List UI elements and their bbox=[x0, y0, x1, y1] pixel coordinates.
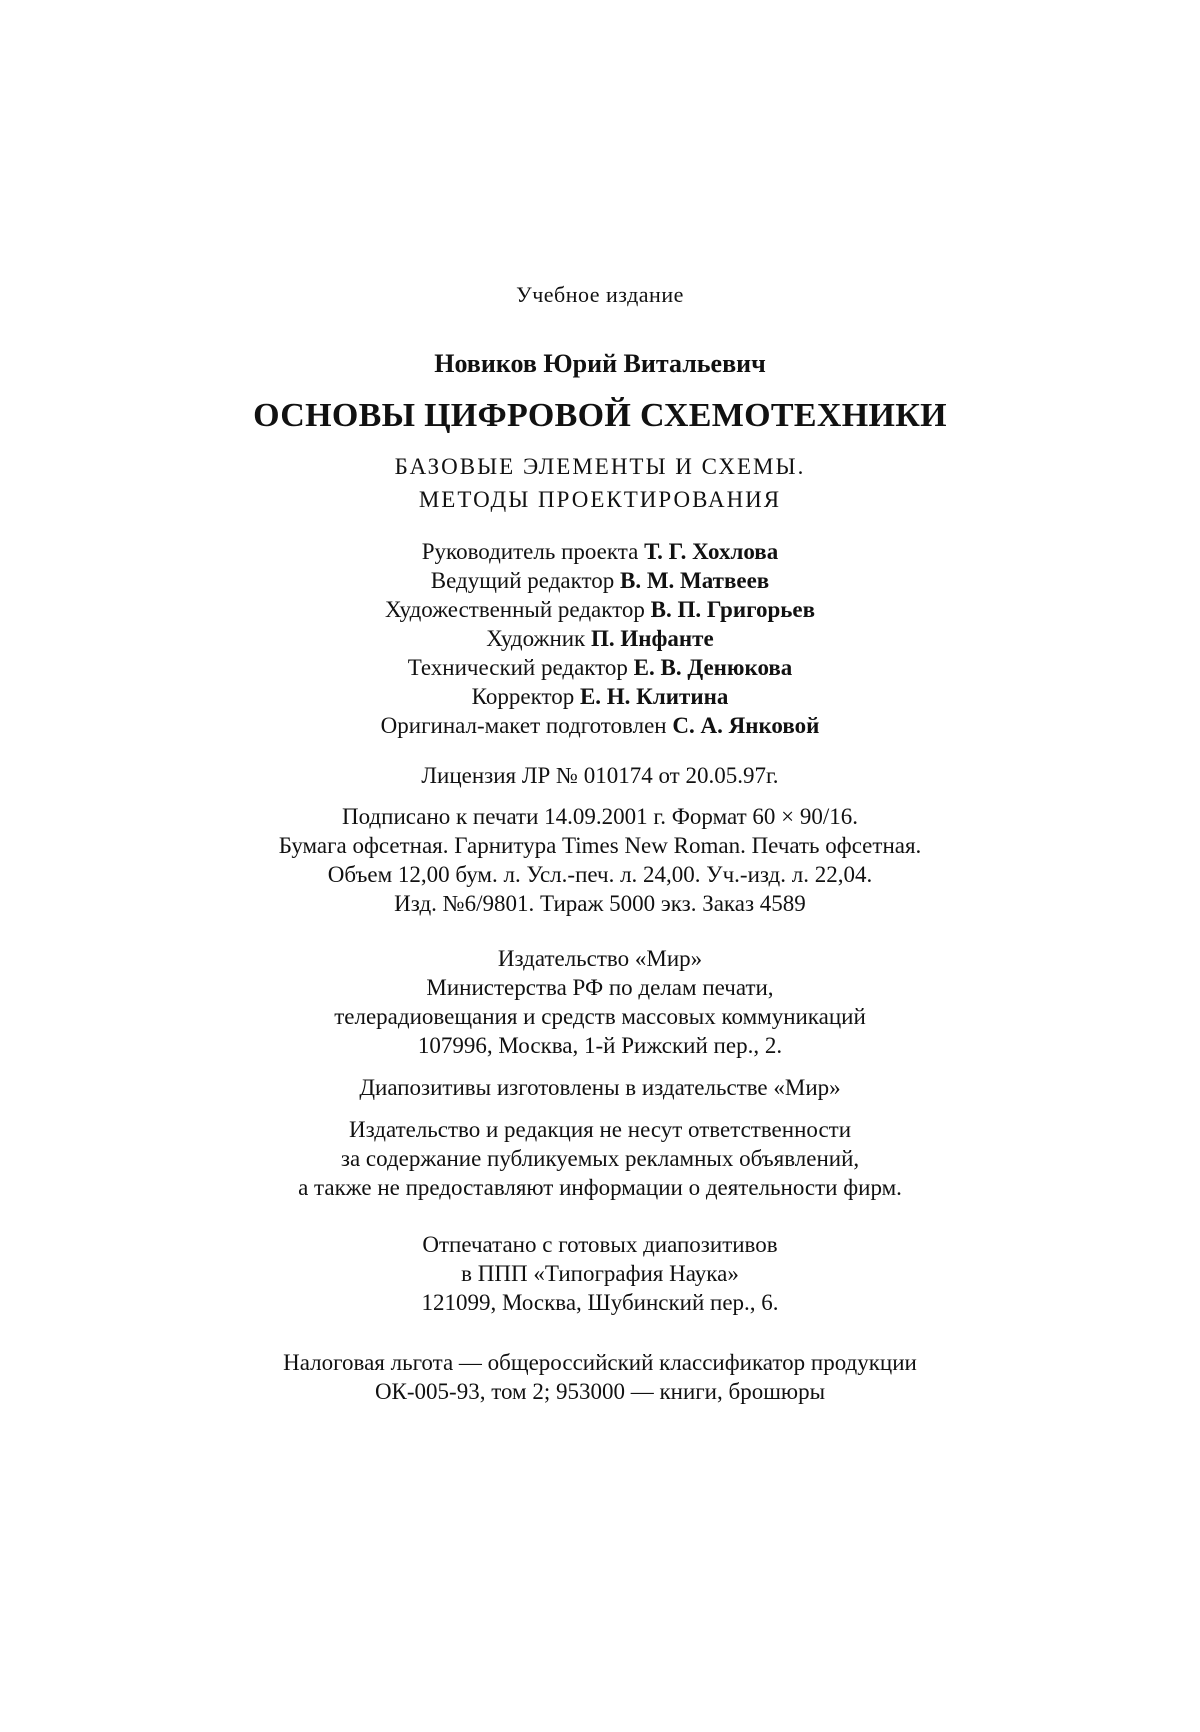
credit-name: Е. Н. Клитина bbox=[579, 684, 729, 709]
printer-info bbox=[0, 1230, 1200, 1317]
print-detail-line: Объем 12,00 бум. л. Усл.-печ. л. 24,00. Уч.-изд. л. 22,04. bbox=[327, 862, 873, 887]
credit-name: Е. В. Денюкова bbox=[633, 655, 793, 680]
printer-line: 121099, Москва, Шубинский пер., 6. bbox=[421, 1290, 779, 1315]
credit-name: В. П. Григорьев bbox=[650, 597, 816, 622]
subtitle-line: БАЗОВЫЕ ЭЛЕМЕНТЫ И СХЕМЫ. bbox=[394, 454, 806, 479]
publisher-line: 107996, Москва, 1-й Рижский пер., 2. bbox=[417, 1033, 783, 1058]
print-details bbox=[0, 802, 1200, 918]
subtitle-line: МЕТОДЫ ПРОЕКТИРОВАНИЯ bbox=[418, 487, 782, 512]
print-detail-line: Подписано к печати 14.09.2001 г. Формат 60 × 90/16. bbox=[341, 804, 859, 829]
edition-type bbox=[0, 282, 1200, 308]
book-title bbox=[0, 397, 1200, 435]
disclaimer-line: Издательство и редакция не несут ответственности bbox=[348, 1117, 852, 1142]
credit-role: Художник bbox=[486, 626, 586, 651]
print-detail-line: Бумага офсетная. Гарнитура Times New Roman. Печать офсетная. bbox=[278, 833, 922, 858]
disclaimer-line: за содержание публикуемых рекламных объявлений, bbox=[340, 1146, 860, 1171]
tax-benefit bbox=[0, 1348, 1200, 1406]
license-text: Лицензия ЛР № 010174 от 20.05.97г. bbox=[421, 763, 779, 788]
credits-list bbox=[0, 537, 1200, 740]
author-name bbox=[0, 349, 1200, 379]
book-title-text: ОСНОВЫ ЦИФРОВОЙ СХЕМОТЕХНИКИ bbox=[253, 397, 947, 434]
credit-role: Художественный редактор bbox=[384, 597, 645, 622]
credit-line bbox=[0, 566, 1200, 595]
edition-type-text: Учебное издание bbox=[516, 282, 684, 307]
publisher-info bbox=[0, 944, 1200, 1060]
tax-benefit-line: ОК-005-93, том 2; 953000 — книги, брошюры bbox=[374, 1379, 826, 1404]
publisher-line: Издательство «Мир» bbox=[497, 946, 703, 971]
credit-line bbox=[0, 595, 1200, 624]
tax-benefit-line: Налоговая льгота — общероссийский классификатор продукции bbox=[283, 1350, 917, 1375]
credit-name: С. А. Янковой bbox=[672, 713, 820, 738]
license-info bbox=[0, 763, 1200, 789]
author-name-text: Новиков Юрий Витальевич bbox=[434, 349, 766, 378]
credit-line bbox=[0, 624, 1200, 653]
credit-role: Оригинал-макет подготовлен bbox=[380, 713, 667, 738]
credit-role: Технический редактор bbox=[407, 655, 628, 680]
credit-line bbox=[0, 653, 1200, 682]
credit-line bbox=[0, 682, 1200, 711]
credit-name: В. М. Матвеев bbox=[619, 568, 770, 593]
diapositives-note bbox=[0, 1075, 1200, 1101]
disclaimer bbox=[0, 1115, 1200, 1202]
credit-line bbox=[0, 537, 1200, 566]
credit-role: Корректор bbox=[471, 684, 575, 709]
print-detail-line: Изд. №6/9801. Тираж 5000 экз. Заказ 4589 bbox=[394, 891, 806, 916]
credit-name: П. Инфанте bbox=[590, 626, 714, 651]
credit-name: Т. Г. Хохлова bbox=[644, 539, 779, 564]
printer-line: Отпечатано с готовых диапозитивов bbox=[422, 1232, 778, 1257]
credit-role: Руководитель проекта bbox=[421, 539, 639, 564]
printer-line: в ППП «Типография Наука» bbox=[461, 1261, 739, 1286]
book-subtitle bbox=[0, 450, 1200, 516]
disclaimer-line: а также не предоставляют информации о деятельности фирм. bbox=[298, 1175, 902, 1200]
diapositives-text: Диапозитивы изготовлены в издательстве «Мир» bbox=[359, 1075, 841, 1100]
credit-line bbox=[0, 711, 1200, 740]
publisher-line: Министерства РФ по делам печати, bbox=[426, 975, 774, 1000]
publisher-line: телерадиовещания и средств массовых коммуникаций bbox=[334, 1004, 866, 1029]
credit-role: Ведущий редактор bbox=[430, 568, 615, 593]
